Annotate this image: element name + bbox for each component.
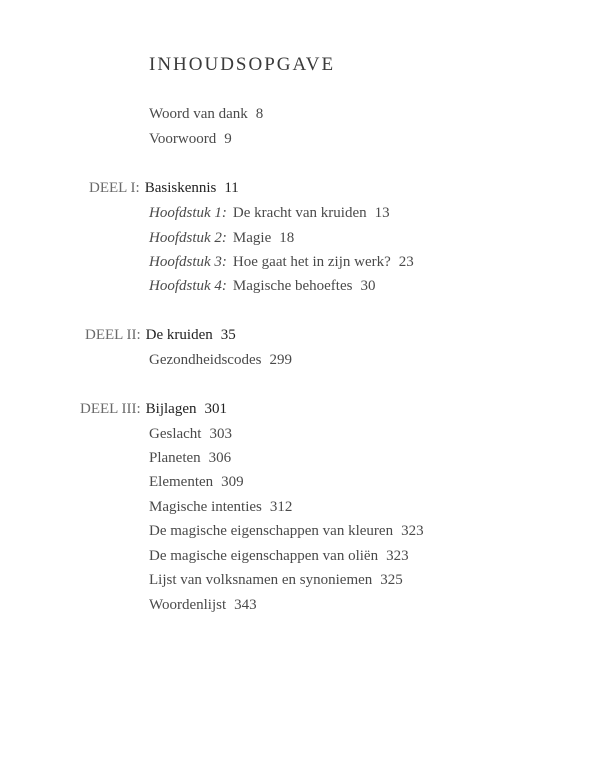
entry-page: 323 <box>401 523 424 539</box>
part-label: DEEL I: <box>89 180 140 196</box>
toc-entry[interactable] <box>149 424 232 444</box>
entry-page: 23 <box>398 254 414 270</box>
toc-entry[interactable] <box>149 228 294 248</box>
part-heading-3[interactable] <box>80 399 227 419</box>
entry-page: 13 <box>374 205 390 221</box>
toc-entry[interactable] <box>149 448 231 468</box>
part-heading-2[interactable] <box>85 325 236 345</box>
entry-page: 18 <box>279 230 295 246</box>
entry-title: Woord van dank <box>149 106 248 122</box>
part-heading-1[interactable] <box>89 178 239 198</box>
entry-title: De magische eigenschappen van oliën <box>149 548 379 564</box>
toc-entry[interactable] <box>149 252 414 272</box>
chapter-label: Hoofdstuk 2: <box>149 230 227 246</box>
entry-title: Magische behoeftes <box>232 278 353 294</box>
toc-entry[interactable] <box>149 203 390 223</box>
entry-title: Gezondheidscodes <box>149 352 262 368</box>
entry-title: Geslacht <box>149 426 202 442</box>
chapter-label: Hoofdstuk 4: <box>149 278 227 294</box>
page-title: INHOUDSOPGAVE <box>149 54 336 75</box>
entry-title: Magische intenties <box>149 499 262 515</box>
entry-page: 325 <box>380 572 403 588</box>
entry-page: 9 <box>224 131 232 147</box>
part-page: 11 <box>224 180 239 196</box>
entry-title: Woordenlijst <box>149 597 227 613</box>
entry-page: 303 <box>209 426 232 442</box>
entry-page: 8 <box>255 106 264 122</box>
part-label: DEEL III: <box>80 401 141 417</box>
entry-page: 306 <box>208 450 232 466</box>
part-label: DEEL II: <box>85 327 141 343</box>
toc-entry[interactable] <box>149 350 292 370</box>
entry-page: 323 <box>386 548 409 564</box>
entry-title: De magische eigenschappen van kleuren <box>149 523 394 539</box>
chapter-label: Hoofdstuk 3: <box>149 254 227 270</box>
toc-entry[interactable] <box>149 546 409 566</box>
entry-title: Lijst van volksnamen en synoniemen <box>149 572 373 588</box>
entry-page: 343 <box>234 597 257 613</box>
entry-title: Planeten <box>149 450 201 466</box>
entry-title: Voorwoord <box>149 131 217 147</box>
toc-entry[interactable] <box>149 570 403 590</box>
toc-entry[interactable] <box>149 472 244 492</box>
toc-entry[interactable] <box>149 276 375 296</box>
part-page: 301 <box>204 401 227 417</box>
toc-entry[interactable] <box>149 129 232 149</box>
entry-title: Hoe gaat het in zijn werk? <box>232 254 391 270</box>
part-title: De kruiden <box>145 327 213 343</box>
part-title: Basiskennis <box>144 180 217 196</box>
toc-entry[interactable] <box>149 497 292 517</box>
entry-title: Elementen <box>149 474 214 490</box>
toc-entry[interactable] <box>149 104 263 124</box>
entry-page: 312 <box>269 499 293 515</box>
entry-page: 299 <box>269 352 292 368</box>
part-page: 35 <box>220 327 236 343</box>
toc-entry[interactable] <box>149 595 257 615</box>
chapter-label: Hoofdstuk 1: <box>149 205 227 221</box>
entry-title: De kracht van kruiden <box>232 205 367 221</box>
toc-entry[interactable] <box>149 521 424 541</box>
entry-page: 309 <box>221 474 244 490</box>
entry-title: Magie <box>232 230 272 246</box>
entry-page: 30 <box>360 278 376 294</box>
part-title: Bijlagen <box>145 401 197 417</box>
